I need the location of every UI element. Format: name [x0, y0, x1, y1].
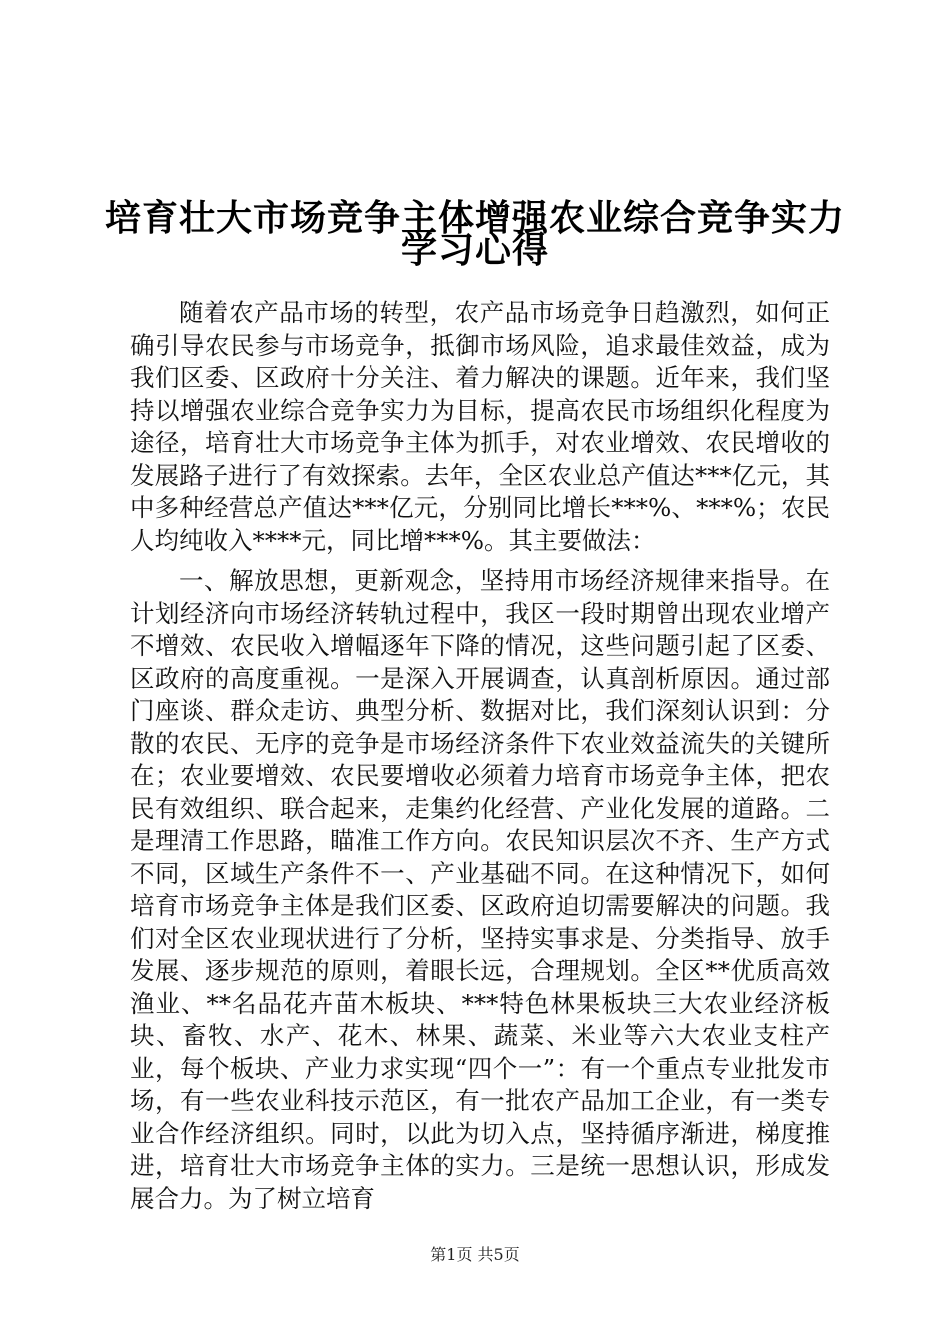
page-footer: 第1页 共5页	[430, 1245, 520, 1264]
document-title-line-1: 培育壮大市场竞争主体增强农业综合竞争实力	[104, 198, 845, 239]
body-paragraph-2: 一、解放思想，更新观念，坚持用市场经济规律来指导。在计划经济向市场经济转轨过程中，我区一段时期曾出现农业增产不增效、农民收入增幅逐年下降的情况，这些问题引起了区委、区政府的高度重视。一是深入开展调查，认真剖析原因。通过部门座谈、群众走访、典型分析、数据对比，我们深刻认识到：分散的农民、无序的竞争是市场经济条件下农业效益流失的关键所在；农业要增效、农民要增收必须着力培育市场竞争主体，把农民有效组织、联合起来，走集约化经营、产业化发展的道路。二是理清工作思路，瞄准工作方向。农民知识层次不齐、生产方式不同，区域生产条件不一、产业基础不同。在这种情况下，如何培育市场竞争主体是我们区委、区政府迫切需要解决的问题。我们对全区农业现状进行了分析，坚持实事求是、分类指导、放手发展、逐步规范的原则，着眼长远，合理规划。全区**优质高效渔业、**名品花卉苗木板块、***特色林果板块三大农业经济板块、畜牧、水产、花木、林果、蔬菜、米业等六大农业支柱产业，每个板块、产业力求实现“四个一”：有一个重点专业批发市场，有一些农业科技示范区，有一批农产品加工企业，有一类专业合作经济组织。同时，以此为切入点，坚持循序渐进，梯度推进，培育壮大市场竞争主体的实力。三是统一思想认识，形成发展合力。为了树立培育	[130, 566, 830, 1213]
body-paragraph-1: 随着农产品市场的转型，农产品市场竞争日趋激烈，如何正确引导农民参与市场竞争，抵御市场风险，追求最佳效益，成为我们区委、区政府十分关注、着力解决的课题。近年来，我们坚持以增强农业综合竞争实力为目标，提高农民市场组织化程度为途径，培育壮大市场竞争主体为抓手，对农业增效、农民增收的发展路子进行了有效探索。去年，全区农业总产值达***亿元，其中多种经营总产值达***亿元，分别同比增长***%、***%；农民人均纯收入****元，同比增***%。其主要做法：	[130, 298, 830, 555]
document-title-line-2: 学习心得	[400, 230, 549, 271]
